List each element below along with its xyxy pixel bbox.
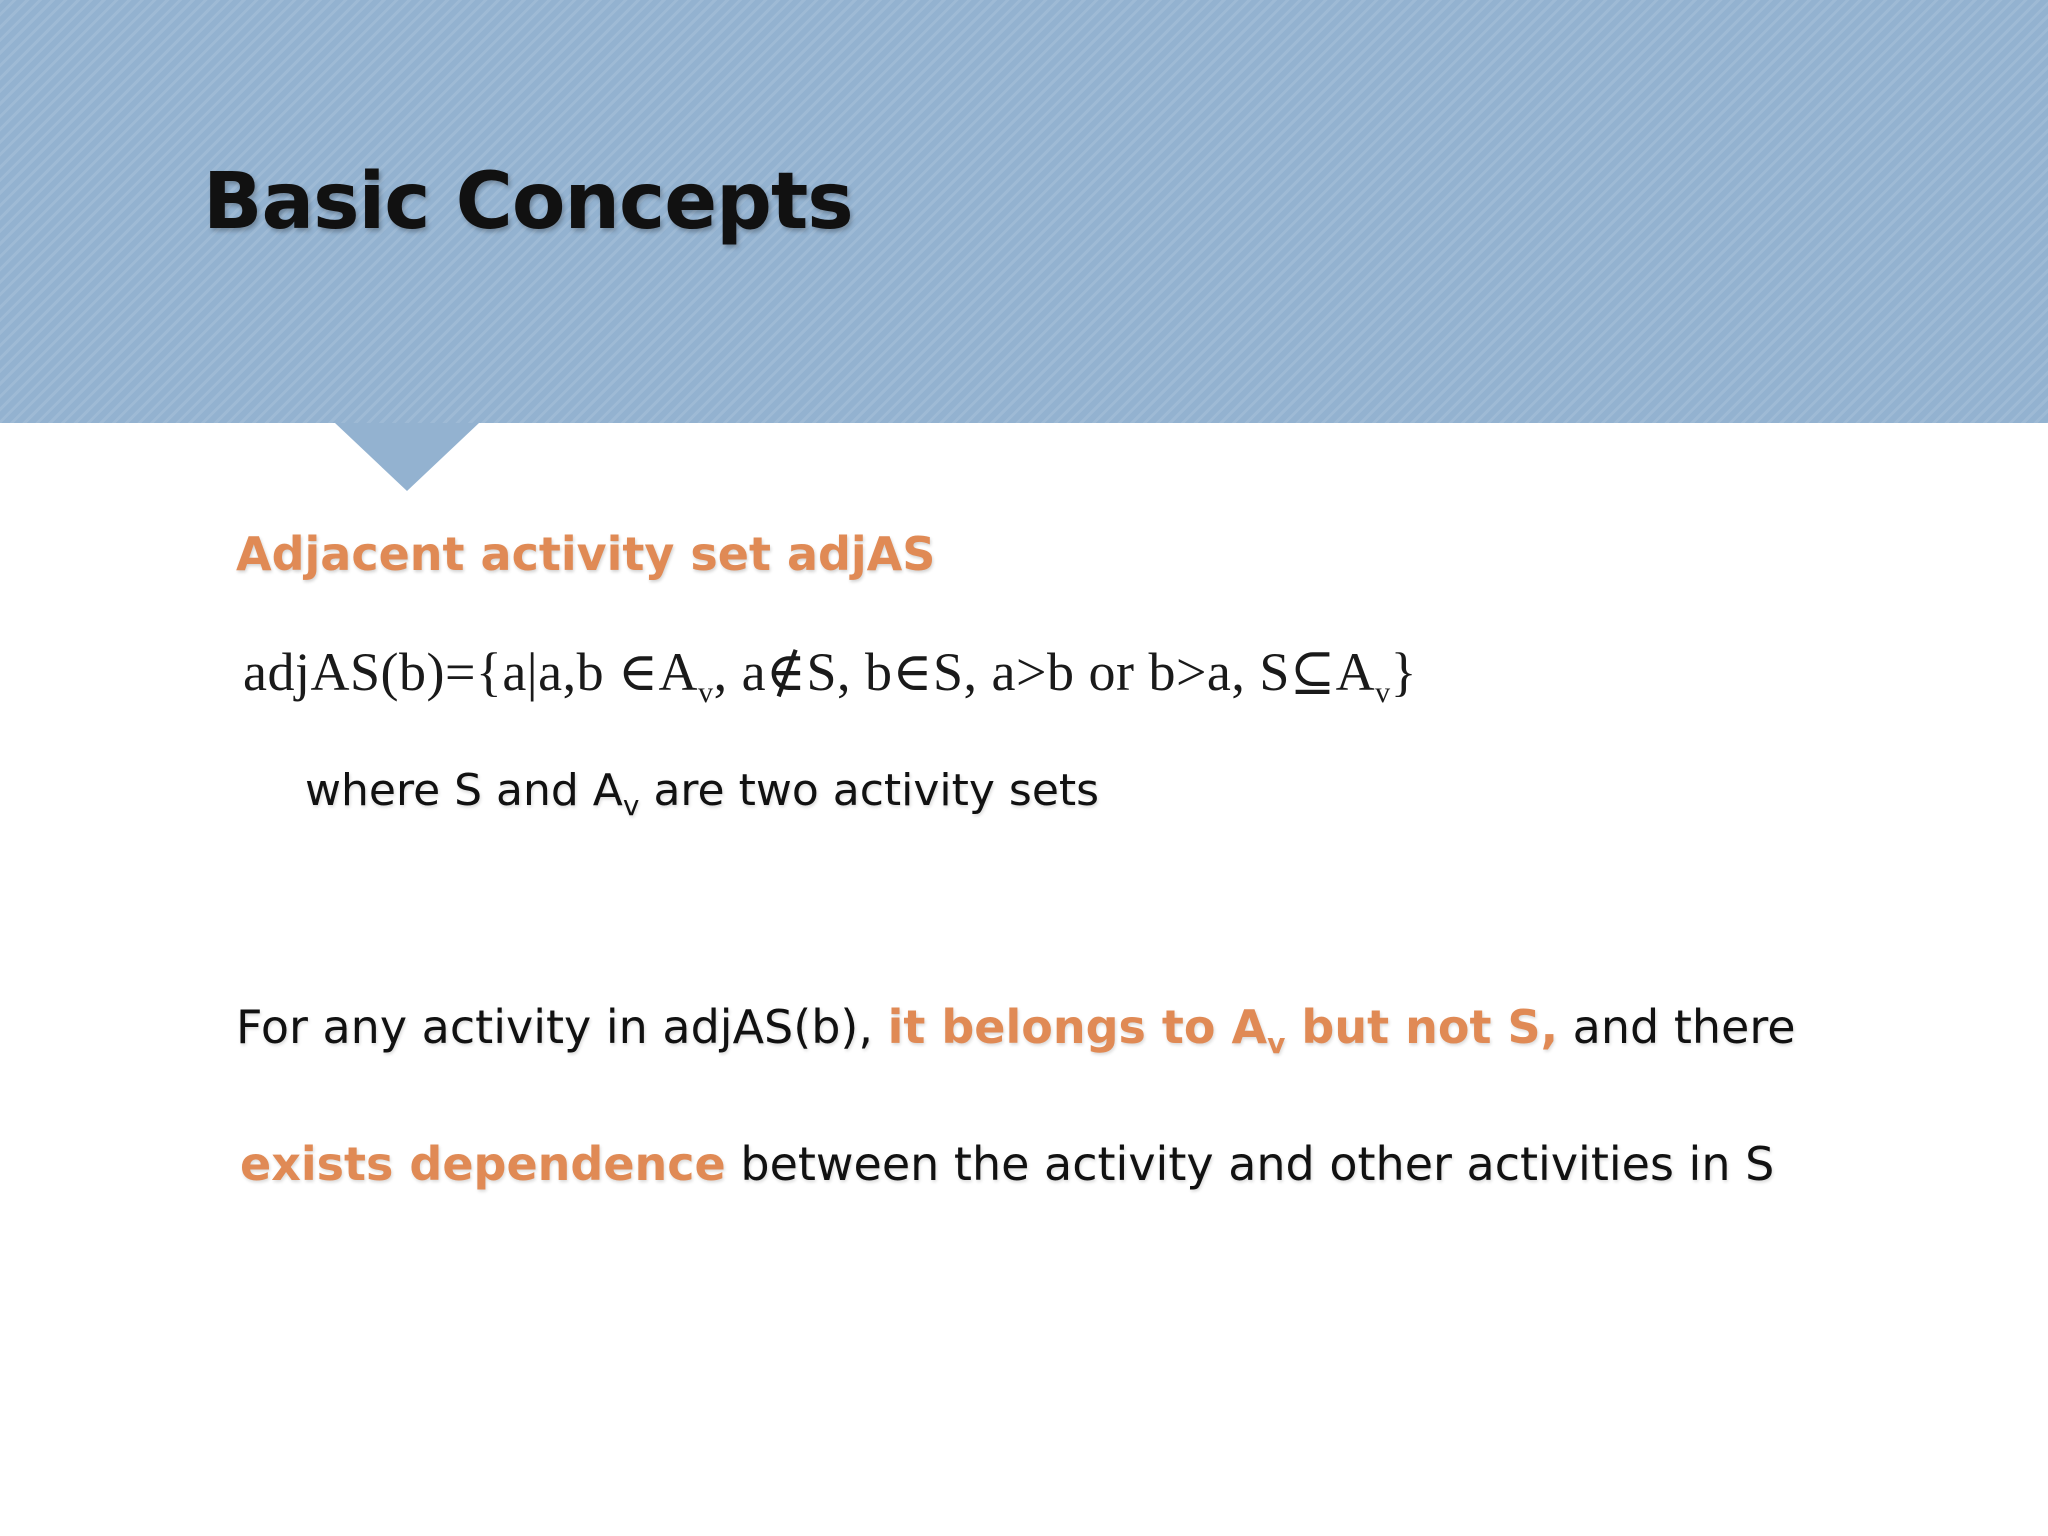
slide-title: Basic Concepts <box>203 157 853 247</box>
statement-line-2 <box>240 1137 1774 1191</box>
adjas-formula <box>243 640 1418 709</box>
banner-pointer <box>335 423 479 491</box>
statement-text: For any activity in adjAS(b), <box>236 1000 888 1054</box>
section-heading: Adjacent activity set adjAS <box>236 527 936 581</box>
statement-line-2-tail: between the activity and other activities in S <box>725 1137 1775 1191</box>
formula-part-3: } <box>1390 642 1418 702</box>
formula-explanation <box>305 765 1100 822</box>
dependence-highlight: exists dependence <box>240 1137 726 1191</box>
formula-subscript-1: v <box>698 676 714 709</box>
highlight-text-a: it belongs to A <box>887 1000 1268 1054</box>
formula-part-1: adjAS(b)={a|a,b ∈A <box>243 642 699 702</box>
where-text-after: are two activity sets <box>639 765 1100 816</box>
formula-part-2: , a∉S, b∈S, a>b or b>a, S⊆A <box>713 642 1376 702</box>
highlight-text-b: but not S, <box>1285 1000 1559 1054</box>
where-text-before: where S and A <box>305 765 623 816</box>
statement-line-1 <box>236 1000 1796 1060</box>
where-subscript: v <box>622 789 640 822</box>
formula-subscript-2: v <box>1375 676 1391 709</box>
statement-tail: and there <box>1558 1000 1796 1054</box>
highlight-subscript: v <box>1267 1027 1286 1060</box>
statement-highlight <box>887 1000 1559 1060</box>
